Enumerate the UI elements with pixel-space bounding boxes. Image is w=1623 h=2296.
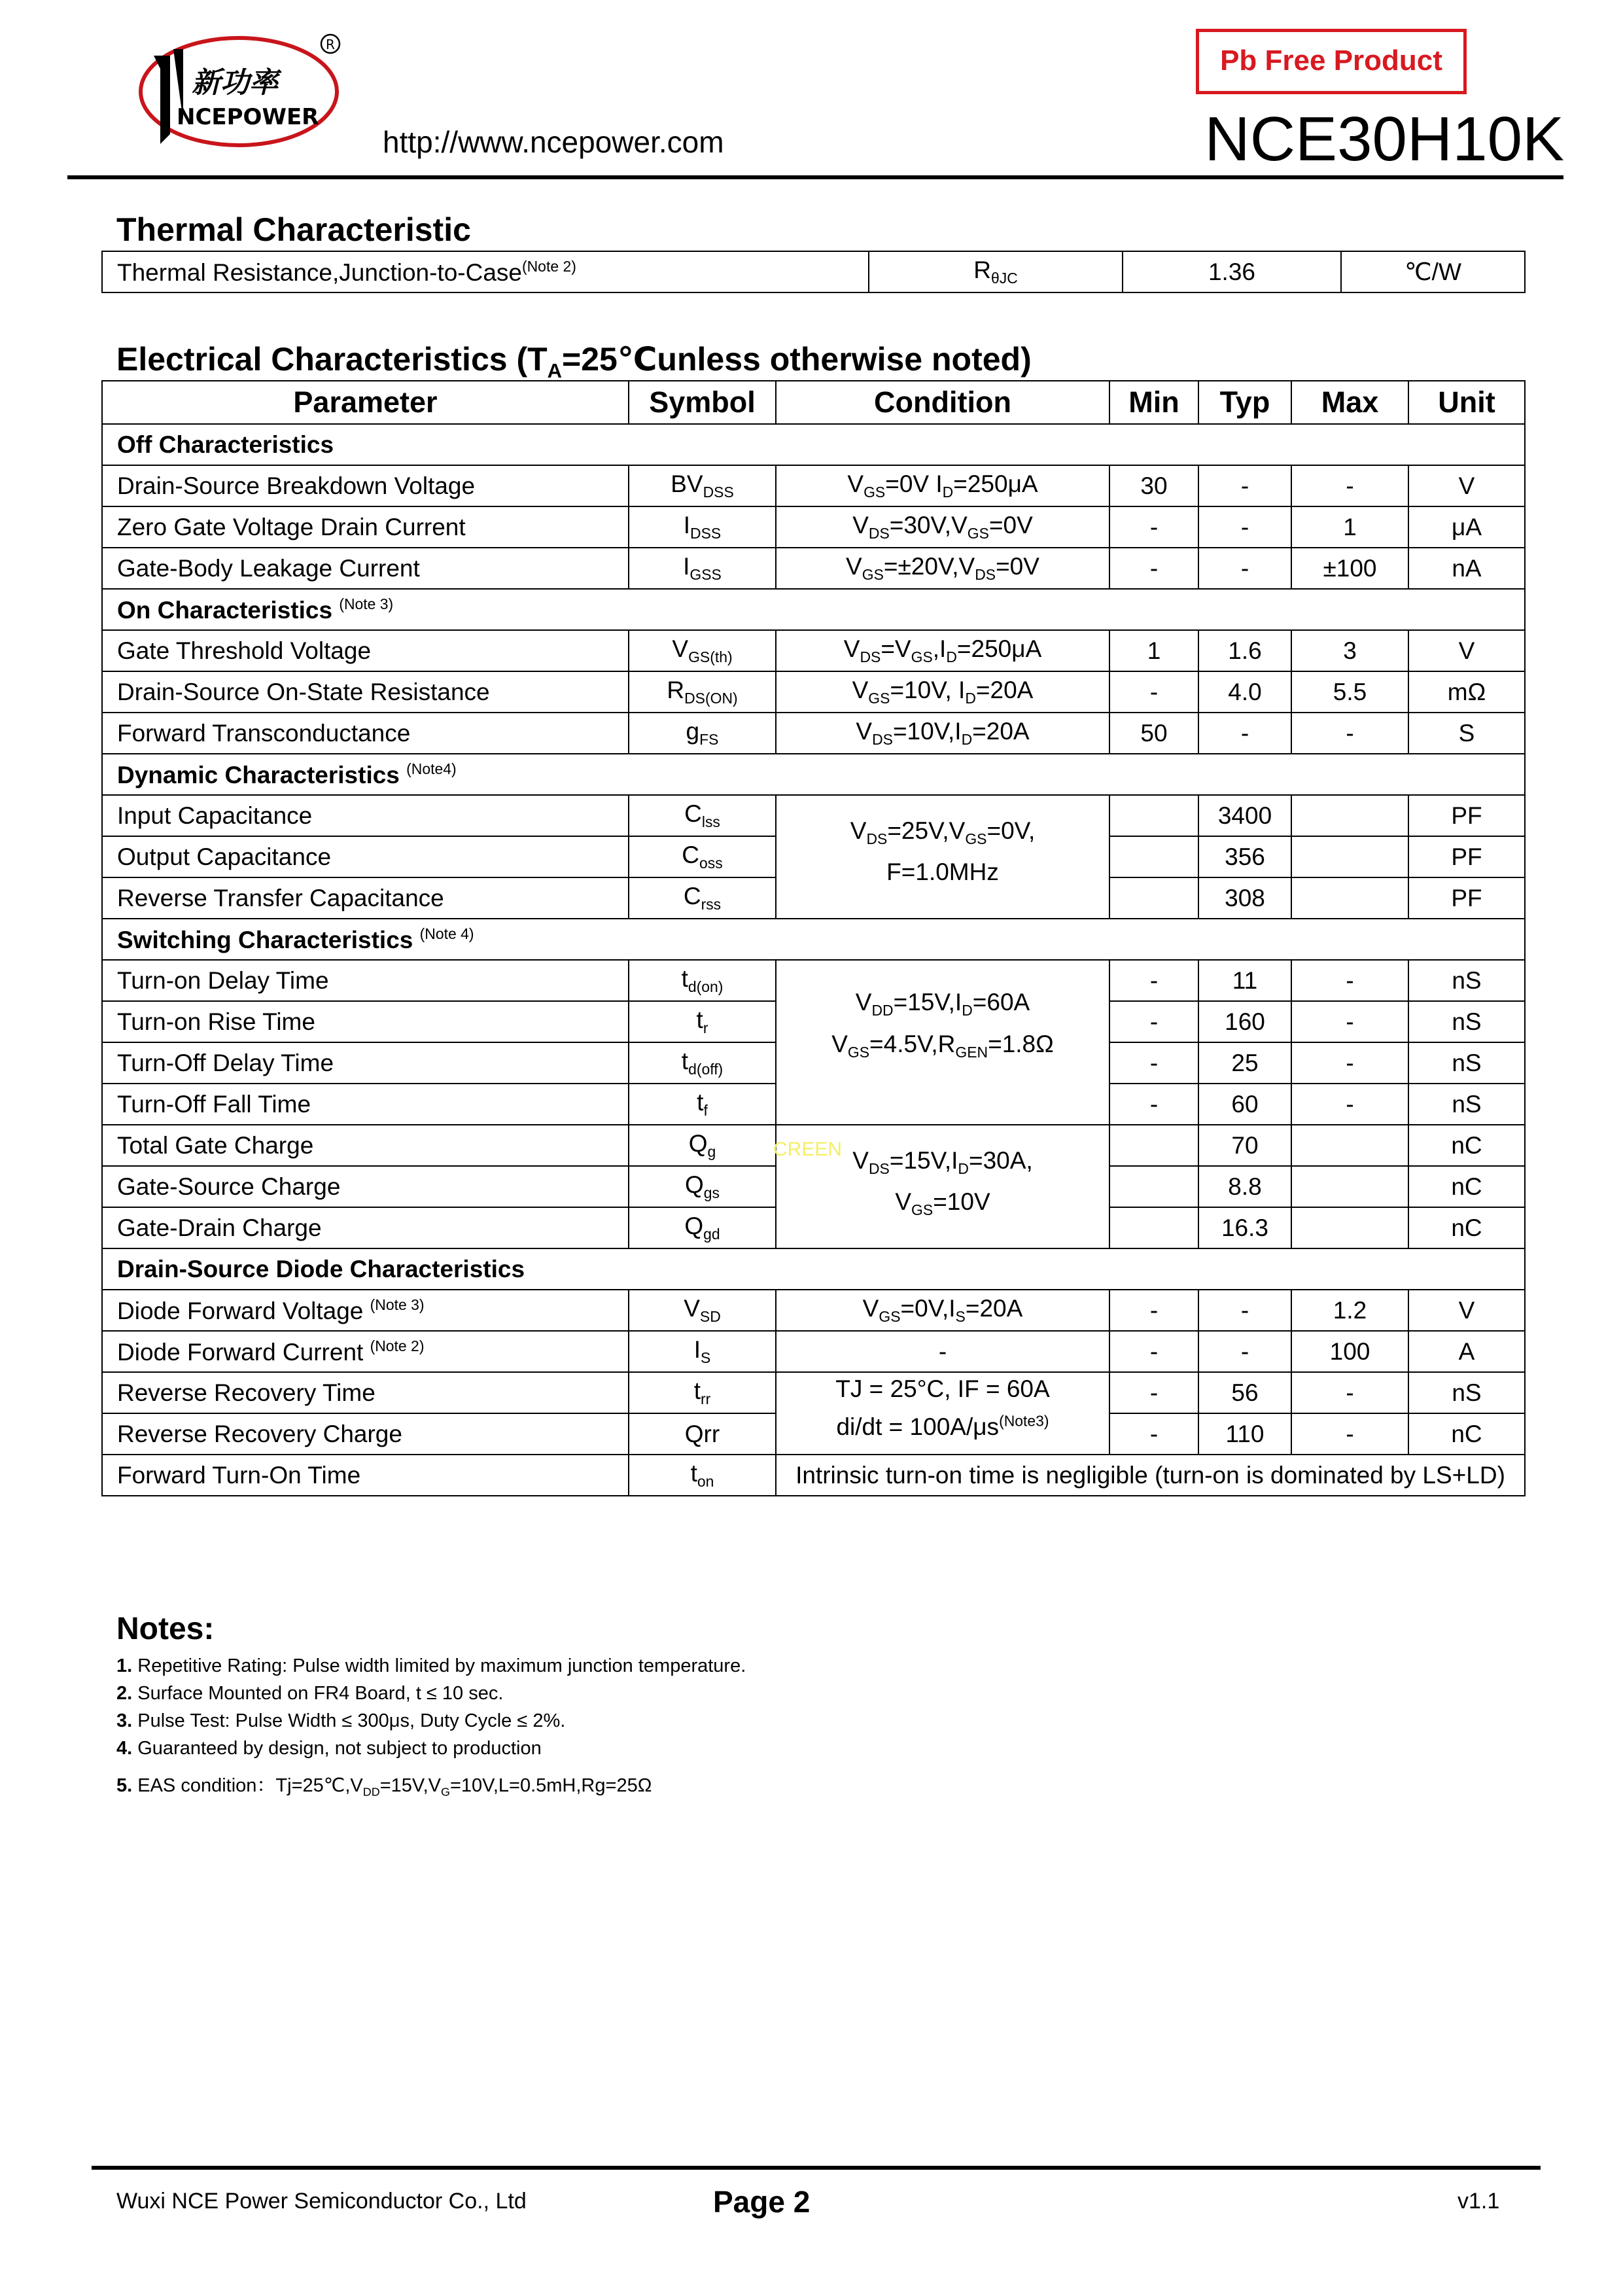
symbol-cell: $I_{DSS}$ [629,506,776,548]
symbol-cell: $V_{SD}$ [629,1290,776,1331]
typ-cell: 8.8 [1198,1166,1291,1207]
max-cell: - [1291,1372,1408,1413]
typ-cell: 110 [1198,1413,1291,1455]
param-cell: Gate-Source Charge [102,1166,629,1207]
unit-cell: nS [1408,1084,1525,1125]
unit-cell: nS [1408,1042,1525,1084]
condition-cell: $V_{DS}=30V,V_{GS}=0V$ [776,506,1109,548]
thermal-unit: ℃/W [1341,251,1525,292]
symbol-cell: $Q_{gs}$ [629,1166,776,1207]
unit-cell: nC [1408,1413,1525,1455]
min-cell [1109,1207,1198,1248]
table-row [102,465,1525,506]
watermark-text: CREEN [773,1139,843,1160]
param-cell: Output Capacitance [102,836,629,877]
thermal-title: Thermal Characteristic [116,211,471,248]
unit-cell: μA [1408,506,1525,548]
param-cell: Turn-on Rise Time [102,1001,629,1042]
condition-cell: $V_{GS}=0V$ $I_D=250\mu A$ [776,465,1109,506]
col-typ: Typ [1198,381,1291,424]
unit-cell: nS [1408,960,1525,1001]
electrical-title: Electrical Characteristics ($T_A=25℃unless$ otherwise noted) [116,341,1032,382]
typ-cell: 25 [1198,1042,1291,1084]
condition-cell: $V_{DS}=15V,I_D=30A$, $V_{GS}=10V$ [776,1125,1109,1248]
condition-cell: $V_{DS}=25V,V_{GS}=0V$, F=1.0MHz [776,795,1109,919]
max-cell: 1.2 [1291,1290,1408,1331]
section-row [102,424,1525,465]
max-cell: 5.5 [1291,671,1408,713]
section-row [102,754,1525,795]
symbol-cell: $C_{oss}$ [629,836,776,877]
min-cell: - [1109,548,1198,589]
param-cell: Drain-Source Breakdown Voltage [102,465,629,506]
symbol-cell: $V_{GS(th)}$ [629,630,776,671]
min-cell [1109,1125,1198,1166]
thermal-param: Thermal Resistance,Junction-to-Case$^{(Note 2)}$ [102,251,869,292]
param-cell: Drain-Source On-State Resistance [102,671,629,713]
max-cell [1291,1166,1408,1207]
company-logo [134,29,343,154]
typ-cell: - [1198,1290,1291,1331]
symbol-cell: $I_S$ [629,1331,776,1372]
symbol-cell: $Q_g$ [629,1125,776,1166]
param-cell: Reverse Transfer Capacitance [102,877,629,919]
note-item: 2. Surface Mounted on FR4 Board, t ≤ 10 sec. [116,1683,504,1704]
table-row [102,1372,1525,1413]
unit-cell: nS [1408,1001,1525,1042]
condition-cell: $V_{GS}=\pm 20V,V_{DS}=0V$ [776,548,1109,589]
typ-cell: 4.0 [1198,671,1291,713]
min-cell [1109,795,1198,836]
max-cell: - [1291,1084,1408,1125]
max-cell: - [1291,465,1408,506]
thermal-value: 1.36 [1123,251,1341,292]
max-cell: - [1291,1001,1408,1042]
min-cell: - [1109,1413,1198,1455]
max-cell [1291,877,1408,919]
max-cell [1291,1207,1408,1248]
thermal-symbol: $R_{\theta JC}$ [869,251,1123,292]
table-row [102,713,1525,754]
symbol-cell: Qrr [629,1413,776,1455]
table-row [102,506,1525,548]
min-cell: 1 [1109,630,1198,671]
section-row [102,1248,1525,1290]
table-row [102,1331,1525,1372]
param-cell: Forward Turn-On Time [102,1455,629,1496]
min-cell: - [1109,960,1198,1001]
condition-cell: $V_{DD}=15V,I_D=60A$ $V_{GS}=4.5V,R_{GEN}=1.8\Omega$ [776,960,1109,1125]
min-cell: - [1109,1372,1198,1413]
min-cell: - [1109,671,1198,713]
max-cell [1291,1125,1408,1166]
symbol-cell: $t_{rr}$ [629,1372,776,1413]
table-row [102,548,1525,589]
typ-cell: 160 [1198,1001,1291,1042]
condition-cell: Intrinsic turn-on time is negligible (turn-on is dominated by LS+LD) [776,1455,1525,1496]
param-cell: Gate-Body Leakage Current [102,548,629,589]
part-number: NCE30H10K [1204,104,1564,174]
param-cell: Reverse Recovery Time [102,1372,629,1413]
typ-cell: - [1198,506,1291,548]
logo-text: NCEPOWER [177,104,319,130]
param-cell: Reverse Recovery Charge [102,1413,629,1455]
unit-cell: S [1408,713,1525,754]
symbol-cell: $t_f$ [629,1084,776,1125]
max-cell: 1 [1291,506,1408,548]
unit-cell: nC [1408,1207,1525,1248]
typ-cell: 356 [1198,836,1291,877]
note-item: 3. Pulse Test: Pulse Width ≤ 300μs, Duty Cycle ≤ 2%. [116,1710,566,1731]
unit-cell: nC [1408,1166,1525,1207]
website-url[interactable]: http://www.ncepower.com [383,125,724,159]
symbol-cell: $I_{GSS}$ [629,548,776,589]
max-cell: - [1291,1042,1408,1084]
param-cell: Turn-on Delay Time [102,960,629,1001]
unit-cell: nA [1408,548,1525,589]
symbol-cell: $C_{rss}$ [629,877,776,919]
unit-cell: nS [1408,1372,1525,1413]
note-item: 5. EAS condition：$Tj=25℃,V_{DD}=15V,V_G=10V,L=0.5mH,Rg=25\Omega$ [116,1775,652,1799]
unit-cell: PF [1408,877,1525,919]
unit-cell: PF [1408,795,1525,836]
unit-cell: mΩ [1408,671,1525,713]
symbol-cell: $t_{d(off)}$ [629,1042,776,1084]
unit-cell: A [1408,1331,1525,1372]
max-cell: - [1291,713,1408,754]
param-cell: Input Capacitance [102,795,629,836]
table-row [102,960,1525,1001]
max-cell: ±100 [1291,548,1408,589]
symbol-cell: $R_{DS(ON)}$ [629,671,776,713]
typ-cell: 70 [1198,1125,1291,1166]
unit-cell: V [1408,1290,1525,1331]
col-parameter: Parameter [102,381,629,424]
typ-cell: 3400 [1198,795,1291,836]
param-cell: Gate Threshold Voltage [102,630,629,671]
min-cell: - [1109,1042,1198,1084]
condition-cell: TJ = 25°C, IF = 60A $di/dt = 100A/\mu s^{(Note3)}$ [776,1372,1109,1455]
max-cell: - [1291,960,1408,1001]
condition-cell: $V_{DS}=10V,I_D=20A$ [776,713,1109,754]
typ-cell: - [1198,548,1291,589]
typ-cell: 1.6 [1198,630,1291,671]
max-cell [1291,795,1408,836]
min-cell: - [1109,506,1198,548]
min-cell: - [1109,1331,1198,1372]
section-off: Off Characteristics [102,424,1525,465]
section-dynamic: Dynamic Characteristics $^{(Note4)}$ [102,754,1525,795]
min-cell [1109,836,1198,877]
table-row [102,671,1525,713]
section-row [102,919,1525,960]
max-cell: 100 [1291,1331,1408,1372]
unit-cell: nC [1408,1125,1525,1166]
condition-cell: $V_{GS}=10V$, $I_D=20A$ [776,671,1109,713]
section-diode: Drain-Source Diode Characteristics [102,1248,1525,1290]
table-row [102,795,1525,836]
typ-cell: - [1198,1331,1291,1372]
typ-cell: - [1198,713,1291,754]
electrical-table [101,380,1526,1496]
typ-cell: 308 [1198,877,1291,919]
param-cell: Zero Gate Voltage Drain Current [102,506,629,548]
param-cell: Turn-Off Delay Time [102,1042,629,1084]
param-cell: Forward Transconductance [102,713,629,754]
typ-cell: 60 [1198,1084,1291,1125]
version-label: v1.1 [1457,2189,1500,2214]
note-item: 1. Repetitive Rating: Pulse width limited by maximum junction temperature. [116,1655,746,1676]
company-name: Wuxi NCE Power Semiconductor Co., Ltd [116,2189,527,2214]
max-cell: - [1291,1413,1408,1455]
table-row [102,251,1525,292]
param-cell: Total Gate Charge [102,1125,629,1166]
param-cell: Turn-Off Fall Time [102,1084,629,1125]
pb-free-badge: Pb Free Product [1196,29,1467,94]
col-condition: Condition [776,381,1109,424]
col-max: Max [1291,381,1408,424]
min-cell: 30 [1109,465,1198,506]
logo-cn-text: 新功率 [192,66,278,99]
unit-cell: V [1408,630,1525,671]
col-min: Min [1109,381,1198,424]
notes-title: Notes: [116,1612,215,1646]
page-number: Page 2 [713,2185,811,2219]
unit-cell: PF [1408,836,1525,877]
typ-cell: - [1198,465,1291,506]
symbol-cell: $g_{FS}$ [629,713,776,754]
min-cell: 50 [1109,713,1198,754]
unit-cell: V [1408,465,1525,506]
typ-cell: 16.3 [1198,1207,1291,1248]
param-cell: Gate-Drain Charge [102,1207,629,1248]
param-cell: Diode Forward Current $^{(Note 2)}$ [102,1331,629,1372]
condition-cell: $V_{GS}=0V,I_S=20A$ [776,1290,1109,1331]
condition-cell: - [776,1331,1109,1372]
table-row [102,1290,1525,1331]
note-item: 4. Guaranteed by design, not subject to production [116,1738,542,1759]
typ-cell: 11 [1198,960,1291,1001]
section-on: On Characteristics $^{(Note 3)}$ [102,589,1525,630]
symbol-cell: $t_{d(on)}$ [629,960,776,1001]
min-cell [1109,877,1198,919]
symbol-cell: $Q_{gd}$ [629,1207,776,1248]
table-row [102,630,1525,671]
condition-cell: $V_{DS}=V_{GS},I_D=250\mu A$ [776,630,1109,671]
min-cell: - [1109,1290,1198,1331]
min-cell [1109,1166,1198,1207]
table-header-row [102,381,1525,424]
symbol-cell: $BV_{DSS}$ [629,465,776,506]
footer-divider [92,2166,1541,2170]
min-cell: - [1109,1001,1198,1042]
header-divider [67,175,1563,179]
symbol-cell: $C_{lss}$ [629,795,776,836]
typ-cell: 56 [1198,1372,1291,1413]
thermal-table [101,251,1526,293]
param-cell: Diode Forward Voltage $^{(Note 3)}$ [102,1290,629,1331]
section-switching: Switching Characteristics $^{(Note 4)}$ [102,919,1525,960]
max-cell [1291,836,1408,877]
section-row [102,589,1525,630]
symbol-cell: $t_{on}$ [629,1455,776,1496]
min-cell: - [1109,1084,1198,1125]
col-unit: Unit [1408,381,1525,424]
max-cell: 3 [1291,630,1408,671]
svg-text:R: R [326,37,335,52]
symbol-cell: $t_r$ [629,1001,776,1042]
col-symbol: Symbol [629,381,776,424]
table-row [102,1455,1525,1496]
